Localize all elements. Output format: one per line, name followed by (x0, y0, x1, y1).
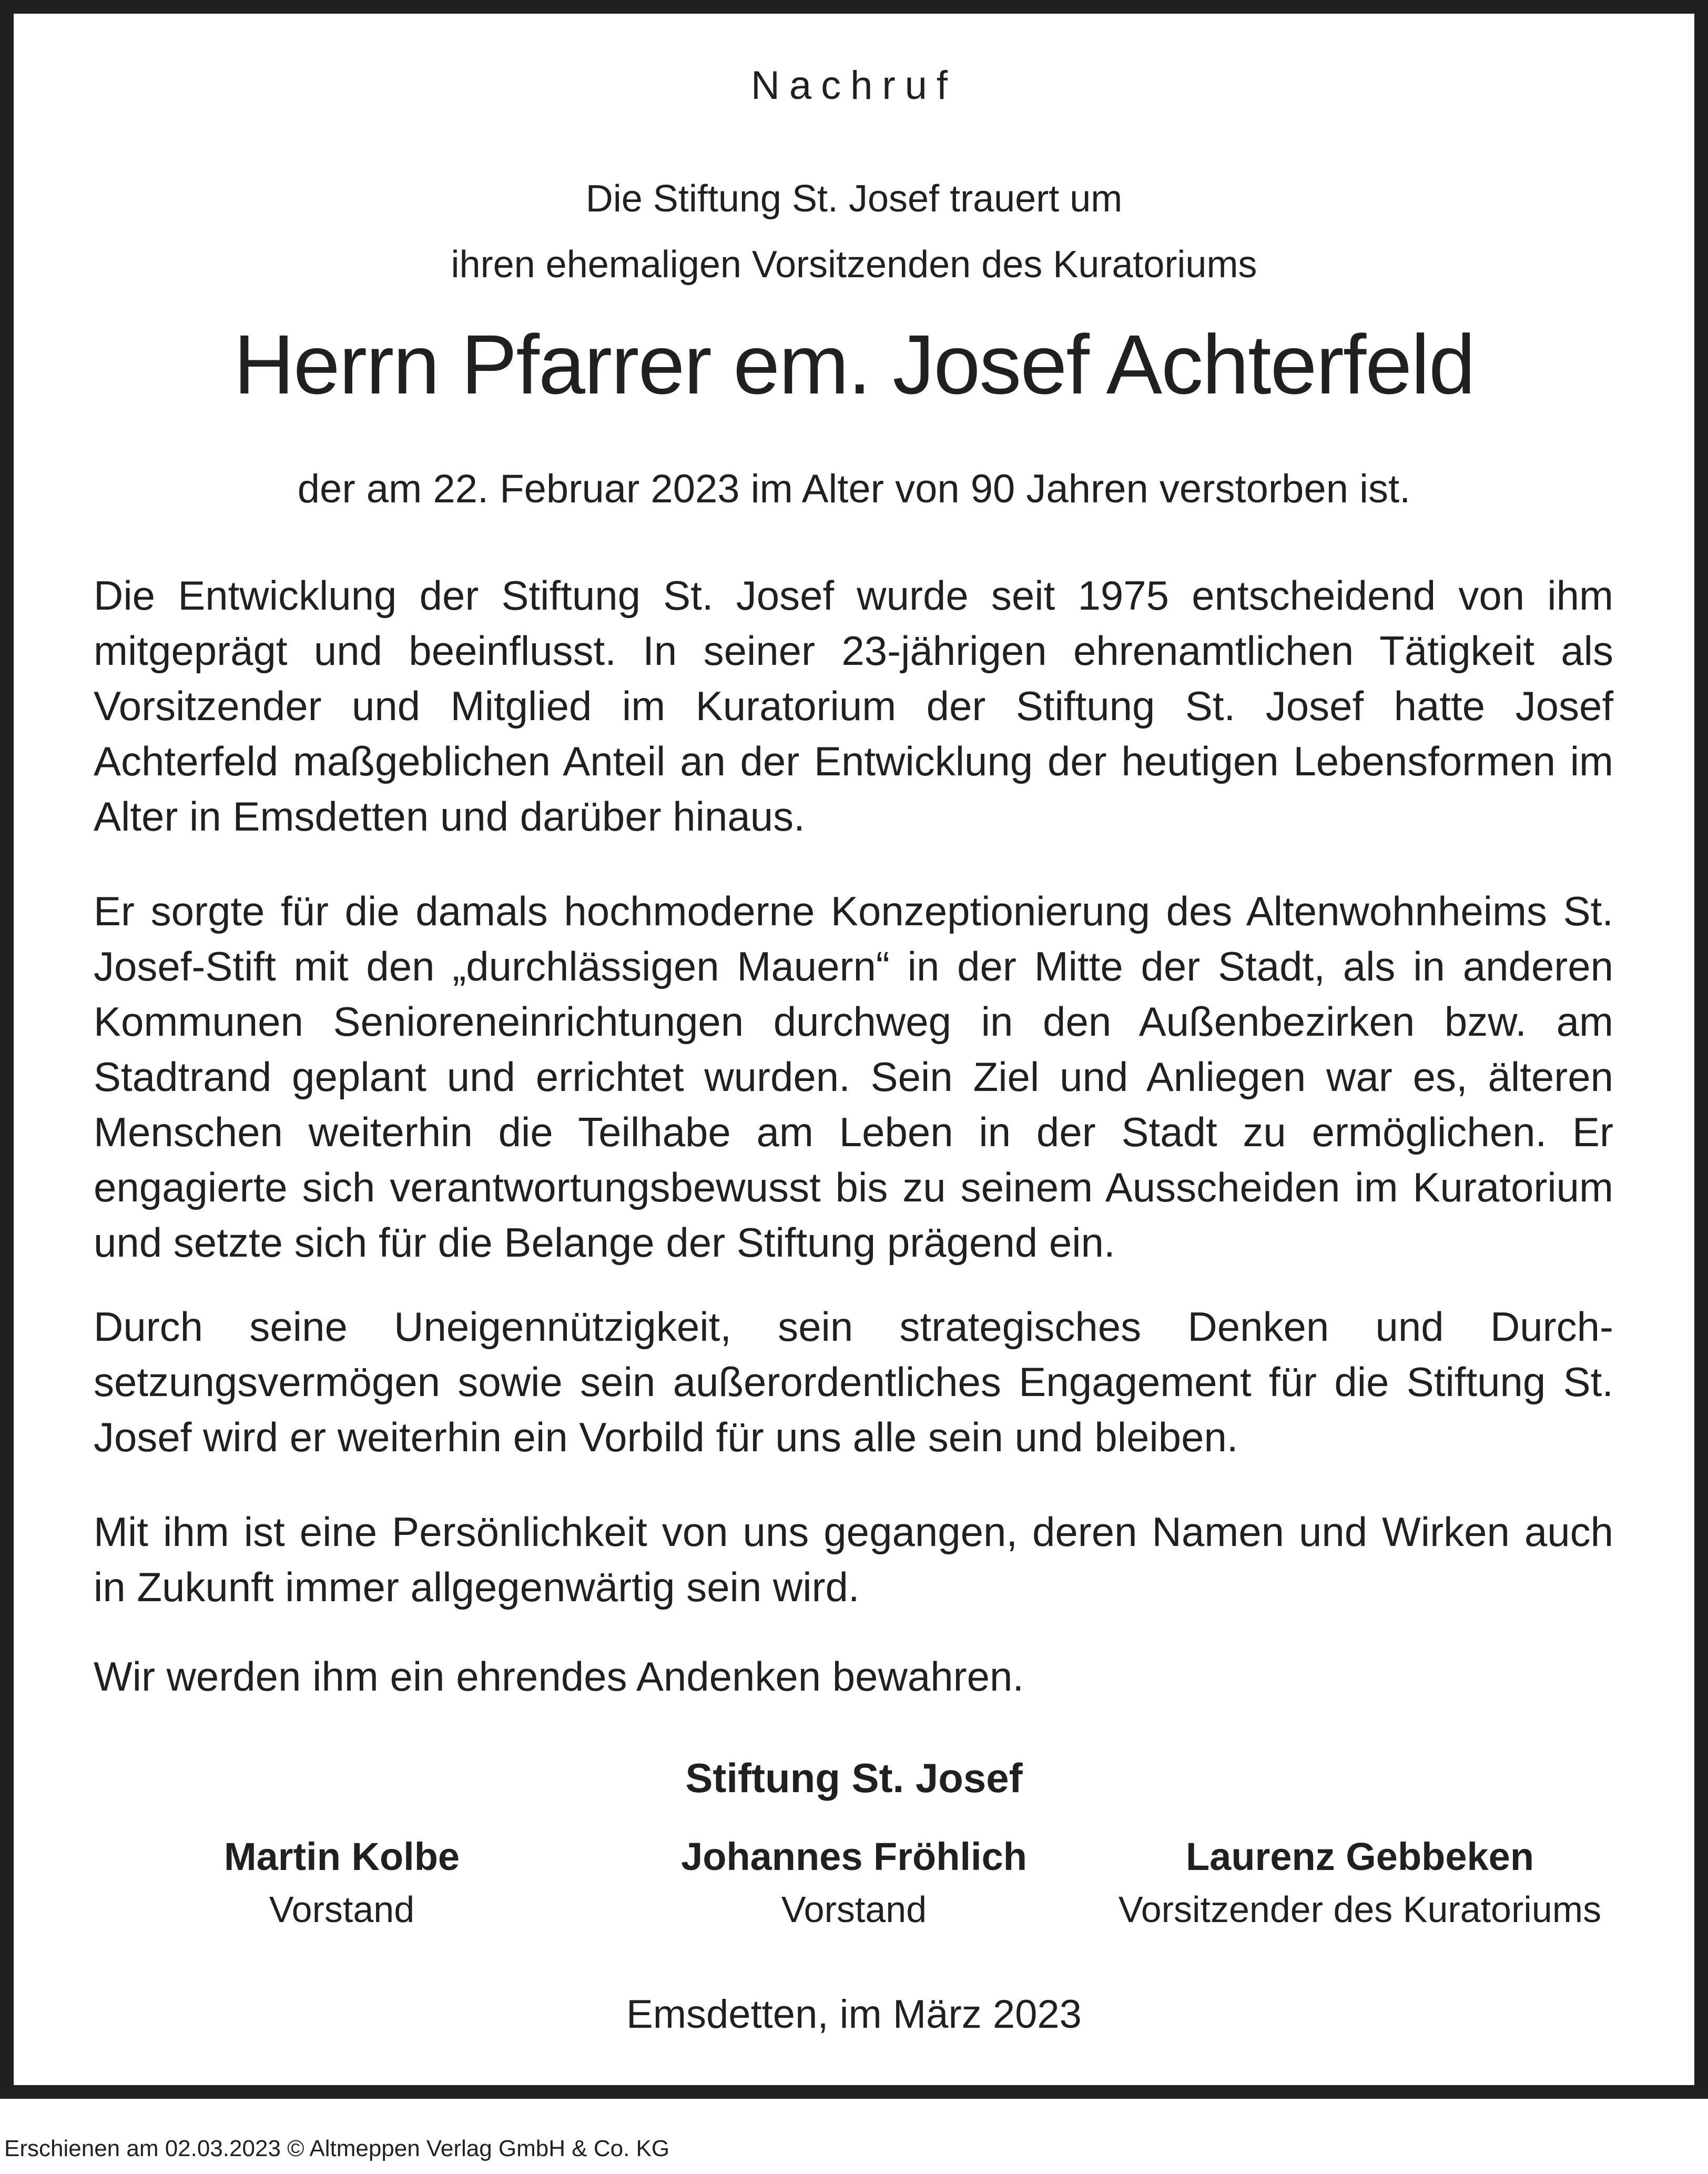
deceased-name: Herrn Pfarrer em. Josef Achterfeld (233, 317, 1475, 411)
signer-3 (1097, 1831, 1623, 1936)
intro-text (0, 166, 1708, 298)
paragraph-3: Durch seine Uneigennützigkeit, sein strategisches Denken und Durch-setzungsvermögen sowie sein außerordentliches Engagement für die Stiftung St. Josef wird er weiterhin ein Vorbild für uns alle sein und bleiben. (94, 1303, 1613, 1460)
signer-name: Martin Kolbe (223, 1835, 460, 1878)
death-line: der am 22. Februar 2023 im Alter von 90 Jahren verstorben ist. (297, 467, 1411, 511)
place-date: Emsdetten, im März 2023 (626, 1992, 1082, 2037)
intro-line-1: Die Stiftung St. Josef trauert um (585, 178, 1123, 220)
organization-name: Stiftung St. Josef (685, 1755, 1023, 1801)
paragraph-4: Mit ihm ist eine Persönlichkeit von uns gegangen, deren Namen und Wirken auch in Zukunft immer allgegenwärtig sein wird. (94, 1509, 1613, 1610)
paragraph-1: Die Entwicklung der Stiftung St. Josef wurde seit 1975 entscheidend von ihm mitgeprägt und beeinflusst. In seiner 23-jährigen ehrenamtlichen Tätigkeit als Vorsitzender und Mitglied im Kuratorium der Stiftung St. Josef hatte Josef Achterfeld maßgeblichen Anteil an der Entwicklung der heutigen Lebensformen im Alter in Emsdetten und darüber hinaus. (94, 572, 1613, 840)
signer-role: Vorstand (781, 1889, 927, 1930)
publication-footer: Erschienen am 02.03.2023 © Altmeppen Verlag GmbH & Co. KG (4, 2136, 670, 2161)
signer-name: Johannes Fröhlich (681, 1835, 1027, 1878)
signer-2 (591, 1831, 1117, 1936)
intro-line-2: ihren ehemaligen Vorsitzenden des Kuratoriums (451, 244, 1257, 286)
signer-role: Vorsitzender des Kuratoriums (1118, 1889, 1602, 1930)
signer-name: Laurenz Gebbeken (1185, 1835, 1534, 1878)
notice-heading: Nachruf (750, 63, 958, 108)
paragraph-5: Wir werden ihm ein ehrendes Andenken bewahren. (94, 1653, 1024, 1700)
signer-role: Vorstand (269, 1889, 415, 1930)
signers (0, 1831, 1708, 1946)
paragraph-2: Er sorgte für die damals hochmoderne Konzeptionierung des Altenwohnheims St. Josef-Stift mit den „durchlässigen Mauern“ in der Mitte der Stadt, als in anderen Kommunen Senioreneinrichtungen durchweg in den Außenbezirken bzw. am Stadtrand geplant und errichtet wurden. Sein Ziel und Anliegen war es, älteren Menschen weiterhin die Teilhabe am Leben in der Stadt zu ermöglichen. Er engagierte sich verantwortungsbewusst bis zu seinem Ausscheiden im Kuratorium und setzte sich für die Belange der Stiftung prägend ein. (94, 888, 1613, 1266)
signer-1 (79, 1831, 605, 1936)
